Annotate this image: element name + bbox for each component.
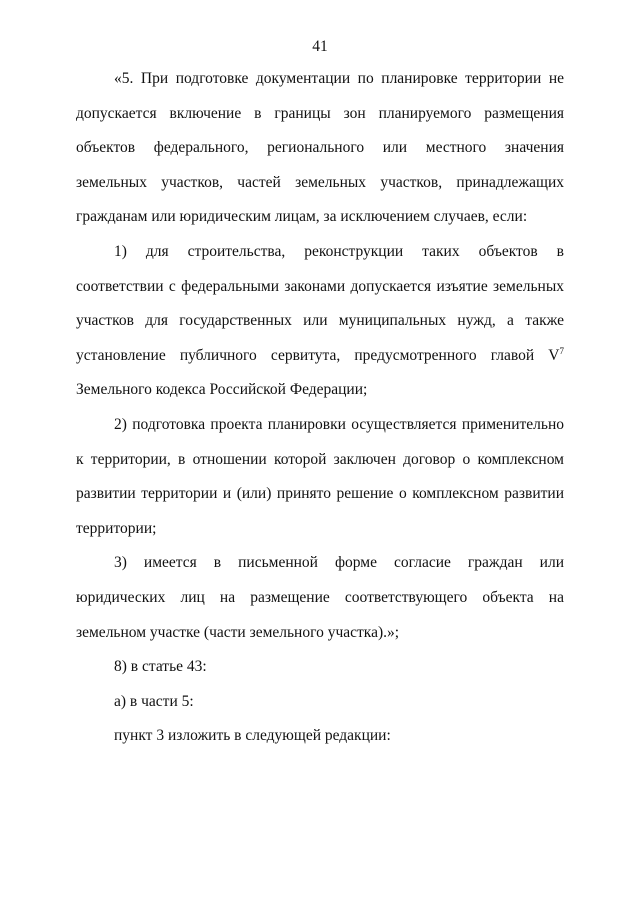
chapter-superscript: 7	[559, 345, 564, 356]
paragraph-item-1-text: 1) для строительства, реконструкции таких объектов в соответствии с федеральными законами допускается изъятие земельных участков для государственных или муниципальных нужд, а также установление публичного сервитута, предусмотренного главой V	[76, 242, 564, 364]
paragraph-point-3: пункт 3 изложить в следующей редакции:	[114, 727, 391, 745]
paragraph-article-43: 8) в статье 43:	[114, 658, 207, 676]
paragraph-item-1-tail: Земельного кодекса Российской Федерации;	[76, 381, 368, 399]
paragraph-item-3: 3) имеется в письменной форме согласие граждан или юридических лиц на размещение соответствующего объекта на земельном участке (части земельного участка).»;	[76, 554, 564, 641]
paragraph-part-5: а) в части 5:	[114, 692, 194, 710]
paragraph-item-2: 2) подготовка проекта планировки осуществляется применительно к территории, в отношении которой заключен договор о комплексном развитии территории и (или) принято решение о комплексном развитии территории;	[76, 415, 564, 537]
page-number: 41	[312, 38, 328, 55]
document-body	[76, 62, 564, 754]
paragraph-clause-5: «5. При подготовке документации по планировке территории не допускается включение в границы зон планируемого размещения объектов федерального, регионального или местного значения земельных участков, частей земельных участков, принадлежащих гражданам или юридическим лицам, за исключением случаев, если:	[76, 70, 564, 226]
paragraph-item-1	[76, 235, 564, 408]
